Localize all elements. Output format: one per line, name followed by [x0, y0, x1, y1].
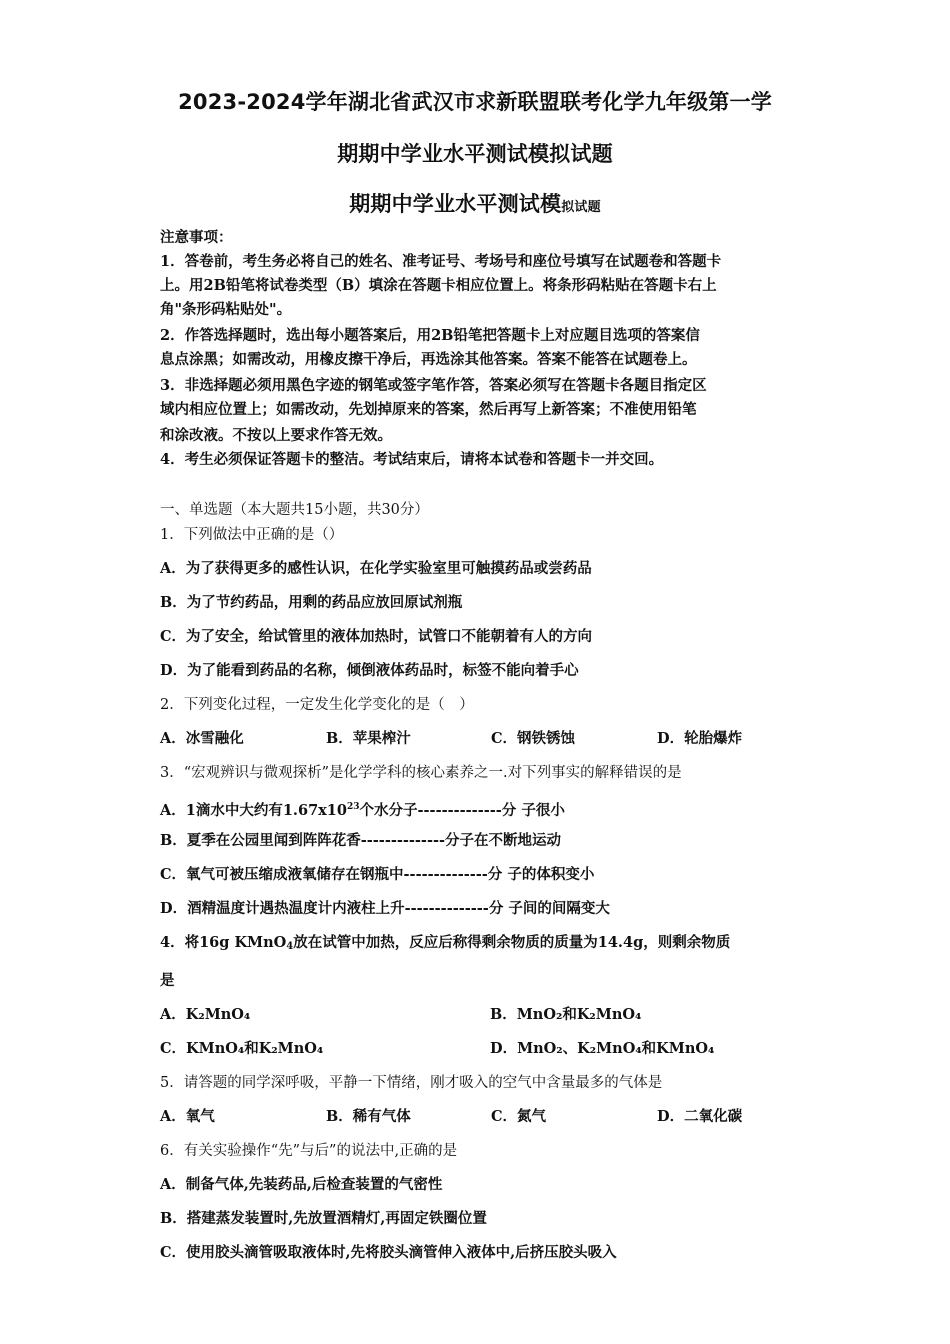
q5-options	[160, 1107, 800, 1127]
exam-title-line3	[0, 188, 950, 218]
q5-option-d: D．二氧化碳	[657, 1108, 743, 1125]
q4-stem-post: 放在试管中加热，反应后称得剩余物质的质量为14.4g，则剩余物质	[293, 934, 731, 951]
exam-title-line1: 2023-2024学年湖北省武汉市求新联盟联考化学九年级第一学	[178, 90, 772, 114]
q1-option-d: D．为了能看到药品的名称，倾倒液体药品时，标签不能向着手心	[160, 662, 579, 679]
q3-option-a-pre: A．1滴水中大约有1.67x10	[160, 802, 347, 819]
q5-option-b: B．稀有气体	[326, 1108, 411, 1125]
q1-option-a: A．为了获得更多的感性认识，在化学实验室里可触摸药品或尝药品	[160, 560, 592, 577]
q3-option-a-post: 个水分子--------------分 子很小	[359, 802, 565, 819]
q5-stem: 5．请答题的同学深呼吸，平静一下情绪，刚才吸入的空气中含量最多的气体是	[160, 1075, 663, 1091]
q3-option-a-sup: 23	[346, 802, 360, 812]
notice-line: 上。用2B铅笔将试卷类型（B）填涂在答题卡相应位置上。将条形码粘贴在答题卡右上	[160, 277, 717, 294]
notice-line: 和涂改液。不按以上要求作答无效。	[160, 427, 392, 444]
q2-option-b: B．苹果榨汁	[326, 730, 411, 747]
q4-option-a: A．K₂MnO₄	[160, 1006, 251, 1023]
q4-stem-line2: 是	[160, 972, 175, 989]
q2-stem: 2．下列变化过程，一定发生化学变化的是（ ）	[160, 697, 474, 713]
section-heading: 一、单选题（本大题共15小题，共30分）	[160, 502, 429, 518]
q3-option-b: B．夏季在公园里闻到阵阵花香--------------分子在不断地运动	[160, 832, 562, 849]
q4-option-d: D．MnO₂、K₂MnO₄和KMnO₄	[490, 1040, 715, 1057]
exam-title-line2: 期期中学业水平测试模拟试题	[337, 142, 613, 166]
exam-title-line3-main: 期期中学业水平测试模	[349, 192, 562, 216]
q2-option-d: D．轮胎爆炸	[657, 730, 743, 747]
q4-stem-pre: 4．将16g KMnO	[160, 934, 287, 951]
q4-stem-sub: 4	[286, 941, 294, 952]
q6-option-a: A．制备气体,先装药品,后检查装置的气密性	[160, 1176, 443, 1193]
q4-option-b: B．MnO₂和K₂MnO₄	[490, 1006, 642, 1023]
q6-stem: 6．有关实验操作“先”与后”的说法中,正确的是	[160, 1143, 458, 1159]
notice-line: 域内相应位置上；如需改动，先划掉原来的答案，然后再写上新答案；不准使用铅笔	[160, 401, 697, 418]
q5-option-c: C．氮气	[491, 1108, 547, 1125]
notice-line: 角"条形码粘贴处"。	[160, 301, 292, 318]
notice-line: 4．考生必须保证答题卡的整洁。考试结束后，请将本试卷和答题卡一并交回。	[160, 451, 664, 468]
q3-option-c: C．氧气可被压缩成液氧储存在钢瓶中--------------分 子的体积变小	[160, 866, 595, 883]
q4-option-c: C．KMnO₄和K₂MnO₄	[160, 1040, 324, 1057]
exam-title-line3-small: 拟试题	[561, 200, 601, 215]
notice-line: 息点涂黑；如需改动，用橡皮擦干净后，再选涂其他答案。答案不能答在试题卷上。	[160, 351, 697, 368]
q5-option-a: A．氧气	[160, 1108, 215, 1125]
q6-option-c: C．使用胶头滴管吸取液体时,先将胶头滴管伸入液体中,后挤压胶头吸入	[160, 1244, 617, 1261]
q2-option-a: A．冰雪融化	[160, 730, 244, 747]
q3-option-a	[160, 797, 565, 821]
q1-option-b: B．为了节约药品，用剩的药品应放回原试剂瓶	[160, 594, 463, 611]
notice-line: 3．非选择题必须用黑色字迹的钢笔或签字笔作答，答案必须写在答题卡各题目指定区	[160, 377, 707, 394]
q3-option-d: D．酒精温度计遇热温度计内液柱上升--------------分 子间的间隔变大	[160, 900, 610, 917]
q2-options	[160, 729, 800, 749]
q2-option-c: C．钢铁锈蚀	[491, 730, 576, 747]
q1-option-c: C．为了安全，给试管里的液体加热时，试管口不能朝着有人的方向	[160, 628, 593, 645]
q1-stem: 1．下列做法中正确的是（）	[160, 527, 344, 543]
q3-stem: 3．“宏观辨识与微观探析”是化学学科的核心素养之一.对下列事实的解释错误的是	[160, 765, 682, 781]
q6-option-b: B．搭建蒸发装置时,先放置酒精灯,再固定铁圈位置	[160, 1210, 487, 1227]
notice-heading: 注意事项：	[160, 229, 233, 246]
notice-line: 1．答卷前，考生务必将自己的姓名、准考证号、考场号和座位号填写在试题卷和答题卡	[160, 253, 722, 270]
q4-stem	[160, 933, 730, 957]
notice-line: 2．作答选择题时，选出每小题答案后，用2B铅笔把答题卡上对应题目选项的答案信	[160, 327, 700, 344]
